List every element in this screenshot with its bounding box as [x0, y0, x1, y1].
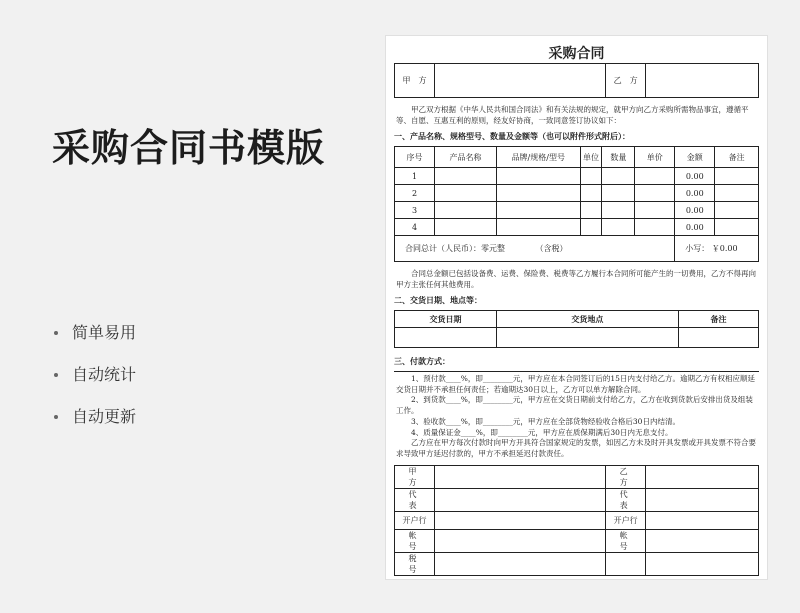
- subtotal-value: ￥0.00: [711, 244, 738, 253]
- col-header: 品牌/规格/型号: [496, 147, 580, 168]
- contract-preview: [385, 35, 768, 580]
- party-b-label: 乙 方: [606, 64, 646, 98]
- party-a-label: 甲 方: [395, 64, 435, 98]
- col-header: 产品名称: [435, 147, 497, 168]
- payment-terms: [396, 374, 757, 460]
- sign-label: 开户行: [606, 511, 646, 529]
- row-amount: 0.00: [675, 219, 715, 236]
- row-amount: 0.00: [675, 168, 715, 185]
- sign-label: 开户行: [395, 511, 435, 529]
- party-a-value: [435, 64, 606, 98]
- col-header: 金额: [675, 147, 715, 168]
- sign-label: 帐 号: [606, 529, 646, 552]
- row-no: 1: [395, 168, 435, 185]
- col-header: 交货地点: [496, 311, 678, 328]
- subtotal-label: 小写：: [685, 244, 710, 253]
- table-row: [395, 185, 759, 202]
- col-header: 备注: [678, 311, 758, 328]
- table-row: [395, 529, 759, 552]
- col-header: 数量: [602, 147, 635, 168]
- table-row: [395, 511, 759, 529]
- table-row: [395, 488, 759, 511]
- section-1-heading: 一、产品名称、规格型号、数量及金额等（也可以附件形式附后）：: [394, 131, 630, 141]
- tax-label: （含税）: [535, 244, 568, 253]
- feature-label: 简单易用: [72, 323, 137, 342]
- row-no: 2: [395, 185, 435, 202]
- col-header: 单位: [580, 147, 602, 168]
- table-row: [395, 202, 759, 219]
- table-row: [395, 552, 759, 575]
- section-3-heading: 三、付款方式：: [394, 356, 450, 366]
- party-b-value: [646, 64, 759, 98]
- total-label: 合同总计（人民币）：零元整: [405, 244, 505, 253]
- table-row: [395, 465, 759, 488]
- col-header: 备注: [715, 147, 759, 168]
- sign-label: 代 表: [395, 488, 435, 511]
- bullet-icon: [54, 415, 58, 419]
- feature-item: [54, 354, 136, 396]
- col-header: 序号: [395, 147, 435, 168]
- price-note: 合同总金额已包括设备费、运费、保险费、税费等乙方履行本合同所可能产生的一切费用，乙方不得再向甲方主张任何其他费用。: [396, 269, 756, 289]
- payment-term: 2、到货款____%，即________元，甲方应在交货日期前支付给乙方，乙方在收到货款后安排出货及组装工作。: [396, 395, 753, 416]
- payment-term: 4、质量保证金____%，即________元，甲方应在质保期满后30日内无息支付。: [411, 427, 673, 437]
- contract-title: 采购合同: [548, 46, 605, 62]
- subtotal-cell: [675, 236, 759, 262]
- payment-term: 3、验收款____%，即________元，甲方应在全部货物经验收合格后30日内结清。: [411, 416, 680, 426]
- feature-item: [54, 396, 136, 438]
- signature-table: [394, 465, 759, 576]
- bullet-icon: [54, 373, 58, 377]
- row-no: 3: [395, 202, 435, 219]
- sign-label: 代 表: [606, 488, 646, 511]
- hero-title: 采购合同书模版: [52, 126, 326, 170]
- feature-list: [54, 312, 136, 438]
- sign-label: [606, 552, 646, 575]
- parties-table: [394, 63, 759, 98]
- table-row: [395, 168, 759, 185]
- items-table: [394, 146, 759, 262]
- table-row: [395, 328, 759, 348]
- delivery-table: [394, 310, 759, 348]
- sign-label: 帐 号: [395, 529, 435, 552]
- feature-item: [54, 312, 136, 354]
- col-header: 单价: [635, 147, 675, 168]
- row-no: 4: [395, 219, 435, 236]
- total-cell: [395, 236, 675, 262]
- feature-label: 自动统计: [72, 365, 137, 384]
- sign-label: 甲 方: [395, 465, 435, 488]
- sign-label: 税 号: [395, 552, 435, 575]
- payment-term: 乙方应在甲方每次付款时向甲方开具符合国家规定的发票，如因乙方未及时开具发票或开具发票不符合要求导致甲方延迟付款的，甲方不承担延迟付款责任。: [396, 438, 756, 458]
- intro-paragraph: 甲乙双方根据《中华人民共和国合同法》和有关法规的规定，就甲方向乙方采购所需物品事宜，遵循平等、自愿、互惠互利的原则，经友好协商，一致同意签订协议如下：: [396, 105, 749, 125]
- payment-term: 1、预付款____%，即________元，甲方应在本合同签订后的15日内支付给乙方。逾期乙方有权相应顺延交货日期并不承担任何责任；若逾期达30日以上，乙方可以单方解除合同。: [396, 374, 755, 394]
- total-row: [395, 236, 759, 262]
- row-amount: 0.00: [675, 185, 715, 202]
- col-header: 交货日期: [395, 311, 497, 328]
- row-amount: 0.00: [675, 202, 715, 219]
- items-header-row: [395, 147, 759, 168]
- feature-label: 自动更新: [72, 407, 137, 426]
- table-row: [395, 219, 759, 236]
- section-2-heading: 二、交货日期、地点等：: [394, 295, 482, 305]
- bullet-icon: [54, 331, 58, 335]
- sign-label: 乙 方: [606, 465, 646, 488]
